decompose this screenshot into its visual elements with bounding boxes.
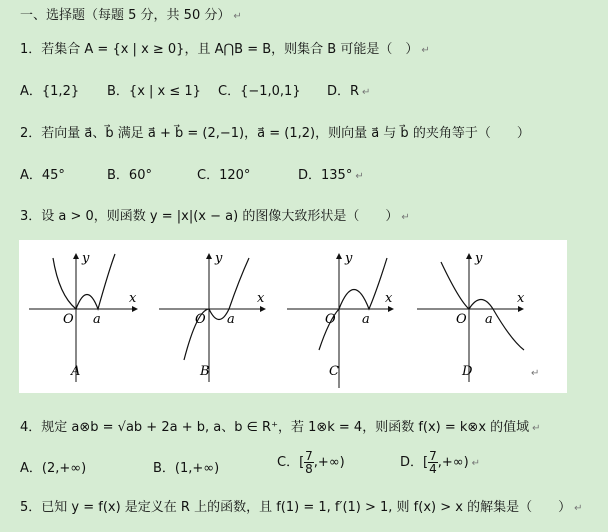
graphs-figure — [19, 240, 567, 393]
graph-b[interactable] — [159, 251, 265, 382]
graph-b-letter: B — [200, 364, 210, 379]
graph-c-curve — [319, 258, 387, 350]
graph-a-origin-label: O — [63, 312, 74, 327]
graph-b-y-label: y — [215, 251, 223, 266]
q4-option-d-fraction: $\frac{7}{4}$ — [429, 449, 437, 476]
q2-option-a[interactable]: A．45° — [20, 168, 65, 183]
graph-c-letter: C — [329, 364, 339, 379]
graph-a-y-label: y — [82, 251, 90, 266]
graph-d[interactable] — [417, 251, 525, 382]
graph-a-letter: A — [71, 364, 81, 379]
graph-c-a-label: a — [362, 312, 370, 327]
graph-c[interactable] — [287, 251, 393, 388]
q1-option-b[interactable]: B．{x | x ≤ 1} — [107, 84, 201, 99]
q4-option-c[interactable]: C．[ $\frac{7}{8}$ ,+∞) — [277, 449, 345, 476]
q1-option-c[interactable]: C．{−1,0,1} — [218, 84, 301, 99]
graph-d-x-label: x — [517, 291, 525, 306]
q4-option-a[interactable]: A．(2,+∞) — [20, 461, 87, 476]
graph-b-x-label: x — [257, 291, 265, 306]
graph-c-x-label: x — [385, 291, 393, 306]
graph-d-origin-label: O — [456, 312, 467, 327]
figure-return-mark: ↵ — [531, 368, 540, 379]
section-title: 一、选择题（每题 5 分，共 50 分） ↵ — [20, 8, 242, 23]
graphs-svg — [19, 240, 567, 393]
graph-d-letter: D — [462, 364, 473, 379]
q4-option-c-fraction: $\frac{7}{8}$ — [305, 449, 313, 476]
graph-b-a-label: a — [227, 312, 235, 327]
return-mark: ↵ — [233, 11, 242, 22]
question-5-stem: 5．已知 y = f(x) 是定义在 R 上的函数，且 f(1) = 1, f′(1) > 1, 则 f(x) > x 的解集是（ ） ↵ — [20, 500, 583, 515]
q4-option-b[interactable]: B．(1,+∞) — [153, 461, 220, 476]
q2-option-b[interactable]: B．60° — [107, 168, 152, 183]
q1-option-d[interactable]: D．R ↵ — [327, 84, 371, 99]
graph-b-origin-label: O — [195, 312, 206, 327]
graph-c-y-label: y — [345, 251, 353, 266]
q1-option-a[interactable]: A．{1,2} — [20, 84, 80, 99]
q2-option-c[interactable]: C．120° — [197, 168, 251, 183]
graph-d-curve — [441, 262, 524, 350]
q4-option-d[interactable]: D．[ $\frac{7}{4}$ ,+∞) ↵ — [400, 449, 481, 476]
question-4-stem: 4．规定 a⊗b = √ab + 2a + b, a、b ∈ R⁺，若 1⊗k = 4，则函数 f(x) = k⊗x 的值域 ↵ — [20, 420, 541, 435]
graph-d-a-label: a — [485, 312, 493, 327]
graph-d-y-label: y — [475, 251, 483, 266]
graph-c-origin-label: O — [325, 312, 336, 327]
question-1-stem: 1．若集合 A = {x | x ≥ 0}，且 A⋂B = B，则集合 B 可能是（ ） ↵ — [20, 42, 430, 57]
graph-a-a-label: a — [93, 312, 101, 327]
question-2-stem: 2．若向量 a⃗、b⃗ 满足 a⃗ + b⃗ = (2,−1)，a⃗ = (1,2)，则向量 a⃗ 与 b⃗ 的夹角等于（ ） — [20, 126, 530, 141]
graph-a[interactable] — [29, 251, 137, 382]
q2-option-d[interactable]: D．135° ↵ — [298, 168, 364, 183]
graph-a-x-label: x — [129, 291, 137, 306]
question-3-stem: 3．设 a > 0，则函数 y = |x|(x − a) 的图像大致形状是（ ） ↵ — [20, 209, 410, 224]
